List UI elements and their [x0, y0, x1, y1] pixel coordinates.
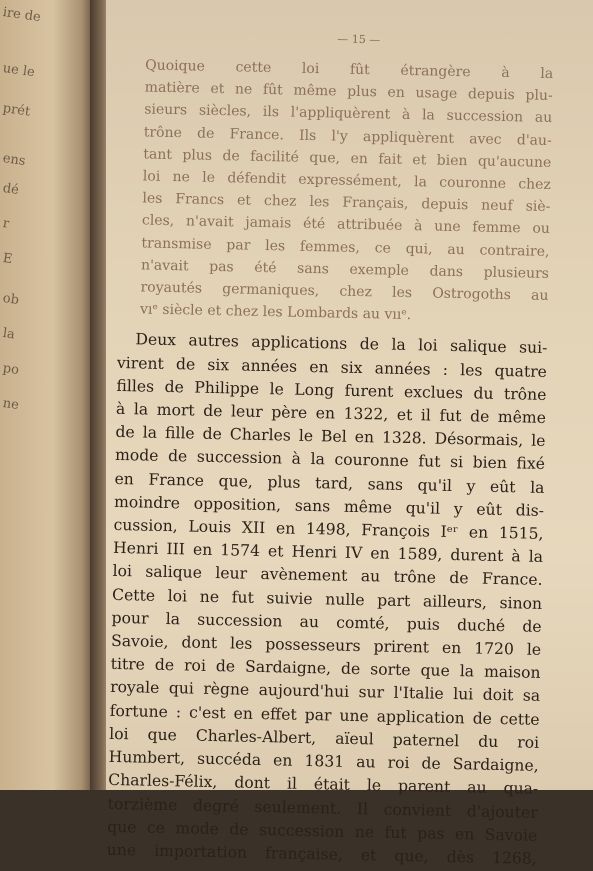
text-line: pour la succession au comté, puis duché de — [111, 608, 542, 636]
text-line: Cette loi ne fut suivie nulle part ailleurs, sinon — [111, 585, 543, 613]
text-line: les Francs et chez les Français, depuis neuf siè- — [142, 190, 551, 216]
left-fragment: ne — [1, 395, 20, 414]
left-fragment: dé — [1, 180, 20, 199]
text-line: Savoie, dont les possesseurs prirent en 1720 le — [110, 631, 542, 659]
page-text-block — [107, 28, 554, 871]
text-line: en France que, plus tard, sans qu'il y eût la — [114, 469, 545, 497]
text-line: que ce mode de succession ne fut pas en Savoie — [107, 817, 538, 845]
text-line: cles, n'avait jamais été attribuée à une femme ou — [141, 212, 551, 238]
text-line: tant plus de facilité que, en fait et bien qu'aucune — [143, 146, 552, 171]
text-line: Henri III en 1574 et Henri IV en 1589, durent à la — [112, 539, 544, 567]
left-fragment: ens — [1, 150, 27, 170]
left-page-text — [1, 150, 26, 171]
left-page-text — [1, 100, 31, 122]
right-page — [106, 0, 593, 868]
text-line: de la fille de Charles le Bel en 1328. Désormais, le — [115, 423, 546, 451]
text-line: royautés germaniques, chez les Ostrogoths au — [140, 279, 549, 304]
text-line: trône de France. Ils l'y appliquèrent avec d'au- — [143, 124, 552, 149]
text-line: n'avait pas été sans exemple dans plusieurs — [140, 257, 550, 282]
text-line: Quoique cette loi fût étrangère à la — [145, 57, 554, 82]
left-fragment: po — [1, 360, 20, 379]
left-page-text — [1, 4, 41, 27]
text-line: filles de Philippe le Long furent exclues du trône — [116, 376, 547, 404]
left-fragment: prét — [1, 100, 32, 120]
text-line: Deux autres applications de la loi salique sui- — [135, 330, 548, 358]
left-page-text — [1, 360, 20, 380]
left-fragment: r — [1, 215, 11, 232]
left-page-text — [1, 290, 20, 310]
text-line: transmise par les femmes, ce qui, au contraire, — [141, 235, 550, 260]
text-line: virent de six années en six années : les quatre — [116, 353, 548, 381]
text-line: Humbert, succéda en 1831 au roi de Sardaigne, — [108, 747, 539, 775]
text-line: cussion, Louis XII en 1498, François Iᵉʳ en 1515, — [113, 515, 544, 543]
left-page-text — [1, 215, 10, 234]
left-fragment: ob — [1, 290, 20, 309]
left-page-text — [1, 325, 15, 344]
left-page — [0, 0, 96, 790]
page-number: — 15 — — [337, 32, 381, 47]
left-page-text — [1, 60, 35, 82]
text-line: titre de roi de Sardaigne, de sorte que la maison — [110, 655, 541, 683]
paragraph-2 — [107, 328, 548, 871]
text-line: loi ne le défendit expressément, la couronne chez — [142, 168, 551, 193]
text-line: vıᵉ siècle et chez les Lombards au vııᵉ. — [139, 301, 412, 324]
text-line: sieurs siècles, ils l'appliquèrent à la succession au — [144, 101, 553, 127]
text-line: royale qui règne aujourd'hui sur l'Italie lui doit sa — [110, 678, 541, 706]
text-line: à la mort de leur père en 1322, et il fut de même — [115, 399, 547, 427]
text-line: loi salique leur avènement au trône de France. — [112, 562, 543, 590]
left-fragment: la — [1, 325, 16, 343]
left-fragment: E — [1, 250, 14, 268]
text-line: torzième degré seulement. Il convient d'ajouter — [107, 794, 538, 822]
text-line: matière et ne fût même plus en usage depuis plu- — [144, 79, 553, 105]
text-line: fortune : c'est en effet par une application de cette — [109, 701, 540, 729]
left-page-text — [1, 395, 19, 415]
left-page-text — [1, 250, 13, 269]
text-line: moindre opposition, sans même qu'il y eût dis- — [113, 492, 545, 520]
left-fragment: ue le — [1, 60, 36, 81]
text-line: une importation française, et que, dès 1268, — [106, 840, 537, 868]
left-page-text — [1, 180, 19, 200]
paragraph-1 — [118, 54, 553, 329]
text-line: loi que Charles-Albert, aïeul paternel du roi — [109, 724, 540, 752]
text-line: Charles-Félix, dont il était le parent au qua- — [108, 771, 539, 799]
text-line: mode de succession à la couronne fut si bien fixé — [114, 446, 546, 474]
left-fragment: ire de — [1, 4, 42, 26]
